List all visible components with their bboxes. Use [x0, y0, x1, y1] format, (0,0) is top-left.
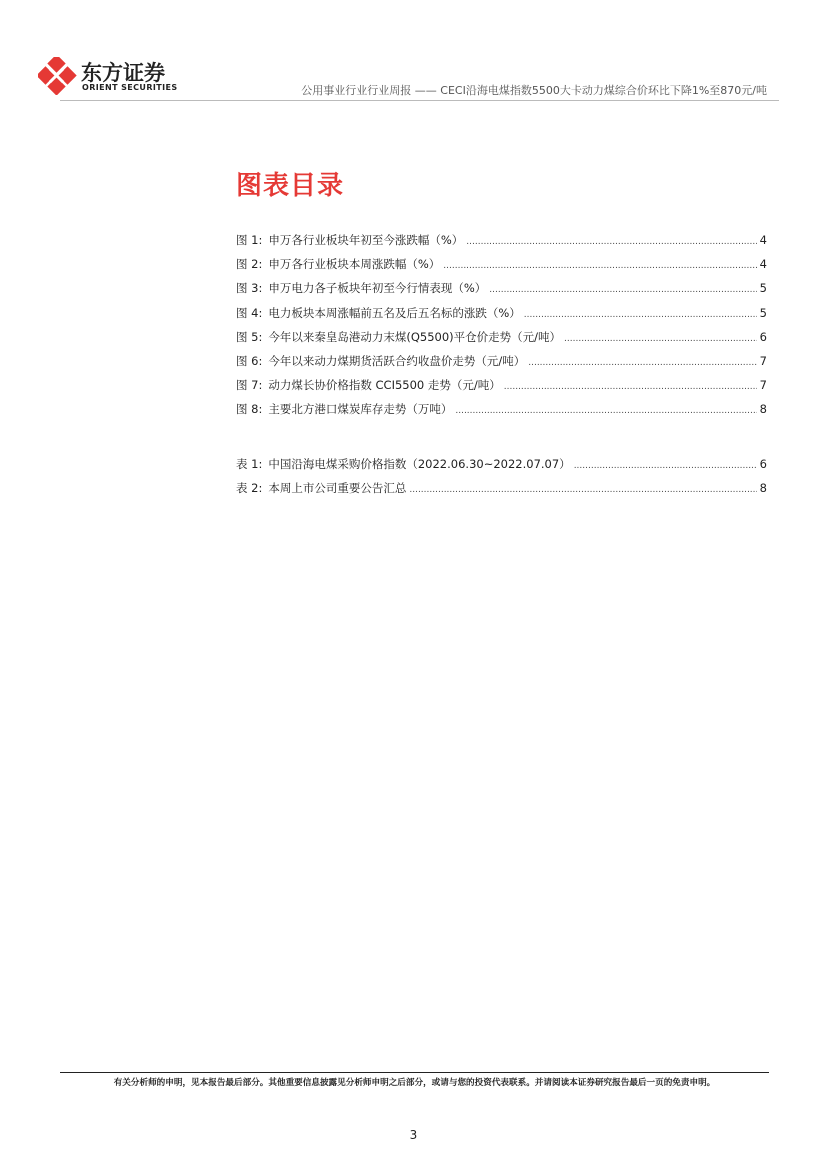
- toc-entry-label: 申万电力各子板块年初至今行情表现（%）: [268, 281, 487, 296]
- toc-dot-leader: [504, 382, 757, 392]
- toc-entry-number: 图 3:: [236, 281, 263, 296]
- toc-entry-number: 图 2:: [236, 257, 263, 272]
- figure-list: [236, 232, 767, 426]
- toc-entry-number: 图 4:: [236, 305, 263, 320]
- toc-entry-page: 8: [759, 402, 767, 417]
- footer-disclaimer: 有关分析师的申明，见本报告最后部分。其他重要信息披露见分析师申明之后部分，或请与您的投资代表联系。并请阅读本证券研究报告最后一页的免责申明。: [113, 1078, 716, 1088]
- toc-entry-number: 图 6:: [236, 353, 263, 368]
- toc-entry-page: 5: [759, 305, 767, 320]
- toc-entry-table-2[interactable]: [236, 480, 767, 504]
- toc-entry-figure-7[interactable]: [236, 377, 767, 401]
- page-number: 3: [409, 1128, 418, 1142]
- toc-entry-table-1[interactable]: [236, 456, 767, 480]
- toc-entry-page: 4: [759, 257, 767, 272]
- orient-securities-logo-icon: [38, 57, 78, 95]
- toc-entry-figure-3[interactable]: [236, 280, 767, 304]
- logo-name-cn: 东方证券: [81, 61, 165, 85]
- toc-dot-leader: [489, 285, 756, 295]
- toc-dot-leader: [564, 334, 757, 344]
- toc-entry-number: 图 8:: [236, 402, 263, 417]
- report-header-title: 公用事业行业行业周报 —— CECI沿海电煤指数5500大卡动力煤综合价环比下降1%至870元/吨: [301, 84, 767, 97]
- toc-entry-page: 4: [759, 233, 767, 247]
- toc-entry-number: 图 5:: [236, 329, 263, 344]
- toc-entry-number: 图 7:: [236, 378, 263, 393]
- toc-entry-label: 申万各行业板块本周涨跌幅（%）: [268, 257, 441, 272]
- toc-entry-label: 中国沿海电煤采购价格指数（2022.06.30~2022.07.07）: [268, 457, 571, 471]
- table-list: [236, 456, 767, 504]
- toc-entry-label: 主要北方港口煤炭库存走势（万吨）: [268, 402, 453, 417]
- toc-entry-page: 8: [759, 481, 767, 496]
- toc-dot-leader: [443, 261, 756, 271]
- toc-dot-leader: [528, 358, 756, 368]
- toc-entry-page: 7: [759, 378, 767, 393]
- toc-entry-label: 今年以来动力煤期货活跃合约收盘价走势（元/吨）: [268, 353, 526, 368]
- toc-entry-page: 6: [759, 457, 767, 471]
- toc-entry-figure-8[interactable]: [236, 401, 767, 425]
- toc-entry-figure-4[interactable]: [236, 305, 767, 329]
- toc-dot-leader: [455, 406, 756, 416]
- toc-entry-label: 本周上市公司重要公告汇总: [268, 481, 407, 496]
- toc-entry-number: 表 2:: [236, 481, 263, 496]
- toc-entry-figure-6[interactable]: [236, 353, 767, 377]
- toc-entry-label: 今年以来秦皇岛港动力末煤(Q5500)平仓价走势（元/吨）: [268, 329, 562, 344]
- toc-entry-figure-5[interactable]: [236, 329, 767, 353]
- toc-entry-number: 表 1:: [236, 457, 263, 471]
- toc-entry-number: 图 1:: [236, 233, 263, 247]
- company-logo: [38, 57, 198, 97]
- toc-entry-label: 申万各行业板块年初至今涨跌幅（%）: [268, 233, 464, 247]
- toc-entry-page: 7: [759, 353, 767, 368]
- toc-dot-leader: [574, 461, 757, 471]
- toc-entry-figure-2[interactable]: [236, 256, 767, 280]
- toc-entry-page: 5: [759, 281, 767, 296]
- toc-dot-leader: [409, 485, 756, 495]
- toc-entry-figure-1[interactable]: [236, 232, 767, 256]
- section-title: 图表目录: [236, 171, 345, 201]
- logo-name-en: ORIENT SECURITIES: [82, 83, 178, 92]
- footer-divider: [60, 1072, 769, 1073]
- toc-dot-leader: [466, 237, 756, 247]
- toc-entry-label: 动力煤长协价格指数 CCI5500 走势（元/吨）: [268, 378, 501, 393]
- toc-entry-page: 6: [759, 329, 767, 344]
- toc-entry-label: 电力板块本周涨幅前五名及后五名标的涨跌（%）: [268, 305, 521, 320]
- toc-dot-leader: [524, 310, 757, 320]
- header-divider: [60, 100, 779, 101]
